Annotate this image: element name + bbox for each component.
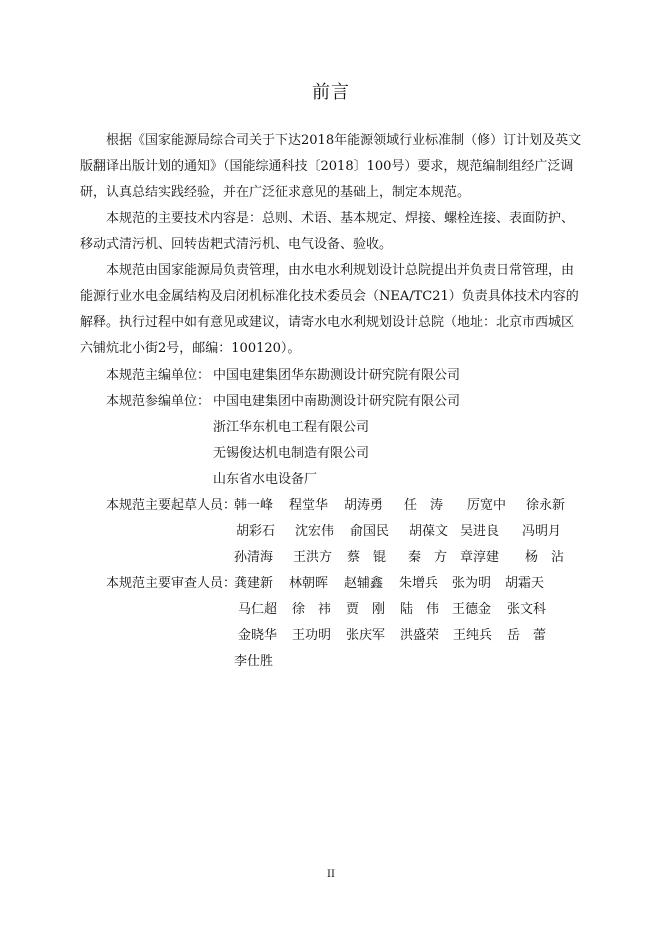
person-name: 林朝晖 [289, 576, 329, 591]
drafters-label: 本规范主要起草人员： [106, 498, 237, 513]
person-name: 章淳建 [460, 550, 500, 565]
person-name: 张文科 [507, 602, 547, 617]
person-name: 胡彩石 [236, 524, 276, 539]
person-name: 胡霜天 [505, 576, 545, 591]
participating-label: 本规范参编单位： [106, 394, 211, 409]
foreword-body [80, 128, 585, 362]
person-name: 孙清海 [234, 550, 274, 565]
person-name: 龚建新 [234, 576, 274, 591]
credits-section [80, 364, 585, 694]
person-name: 朱增兵 [399, 576, 439, 591]
person-name: 俞国民 [350, 524, 390, 539]
person-name: 程堂华 [289, 498, 329, 513]
participating-unit: 中国电建集团中南勘测设计研究院有限公司 [213, 394, 461, 409]
person-name: 沈宏伟 [295, 524, 335, 539]
paragraph-content: 本规范的主要技术内容是：总则、术语、基本规定、焊接、螺栓连接、表面防护、移动式清污机、回转齿耙式清污机、电气设备、验收。 [80, 211, 575, 252]
person-name: 岳 蕾 [507, 628, 547, 643]
person-name: 蔡 锟 [347, 550, 387, 565]
person-name: 厉宽中 [467, 498, 507, 513]
participating-unit: 无锡俊达机电制造有限公司 [213, 446, 370, 461]
person-name: 任 涛 [404, 498, 444, 513]
person-name: 韩一峰 [234, 498, 274, 513]
paragraph-management: 本规范由国家能源局负责管理，由水电水利规划设计总院提出并负责日常管理，由能源行业水电金属结构及启闭机标准化技术委员会（NEA/TC21）负责具体技术内容的解释。执行过程中如有意见或建议，请寄水电水利规划设计总院（地址：北京市西城区六铺炕北小街2号，邮编：100120）。 [80, 263, 579, 356]
reviewers-label: 本规范主要审查人员： [106, 576, 237, 591]
person-name: 秦 方 [408, 550, 448, 565]
person-name: 金晓华 [238, 628, 278, 643]
person-name: 吴进良 [460, 524, 500, 539]
page-number: II [327, 869, 335, 880]
person-name: 王功明 [292, 628, 332, 643]
chief-editor-unit: 中国电建集团华东勘测设计研究院有限公司 [213, 368, 461, 383]
person-name: 冯明月 [522, 524, 562, 539]
person-name: 张为明 [452, 576, 492, 591]
paragraph-basis: 根据《国家能源局综合司关于下达2018年能源领域行业标准制（修）订计划及英文版翻译出版计划的通知》（国能综通科技〔2018〕100号）要求，规范编制组经广泛调研，认真总结实践经验，并在广泛征求意见的基础上，制定本规范。 [80, 133, 582, 200]
person-name: 赵辅鑫 [344, 576, 384, 591]
person-name: 胡葆文 [409, 524, 449, 539]
person-name: 贾 刚 [346, 602, 386, 617]
participating-unit: 山东省水电设备厂 [213, 472, 318, 487]
chief-editor-label: 本规范主编单位： [106, 368, 211, 383]
person-name: 陆 伟 [400, 602, 440, 617]
person-name: 徐 祎 [292, 602, 332, 617]
person-name: 张庆军 [346, 628, 386, 643]
person-name: 王纯兵 [453, 628, 493, 643]
participating-unit: 浙江华东机电工程有限公司 [213, 420, 370, 435]
person-name: 洪盛荣 [400, 628, 440, 643]
person-name: 徐永新 [526, 498, 566, 513]
person-name: 王洪方 [293, 550, 333, 565]
person-name: 胡涛勇 [344, 498, 384, 513]
person-name: 杨 沾 [525, 550, 565, 565]
person-name: 李仕胜 [234, 654, 274, 669]
page-title: 前言 [312, 82, 350, 103]
person-name: 马仁超 [238, 602, 278, 617]
person-name: 王德金 [452, 602, 492, 617]
